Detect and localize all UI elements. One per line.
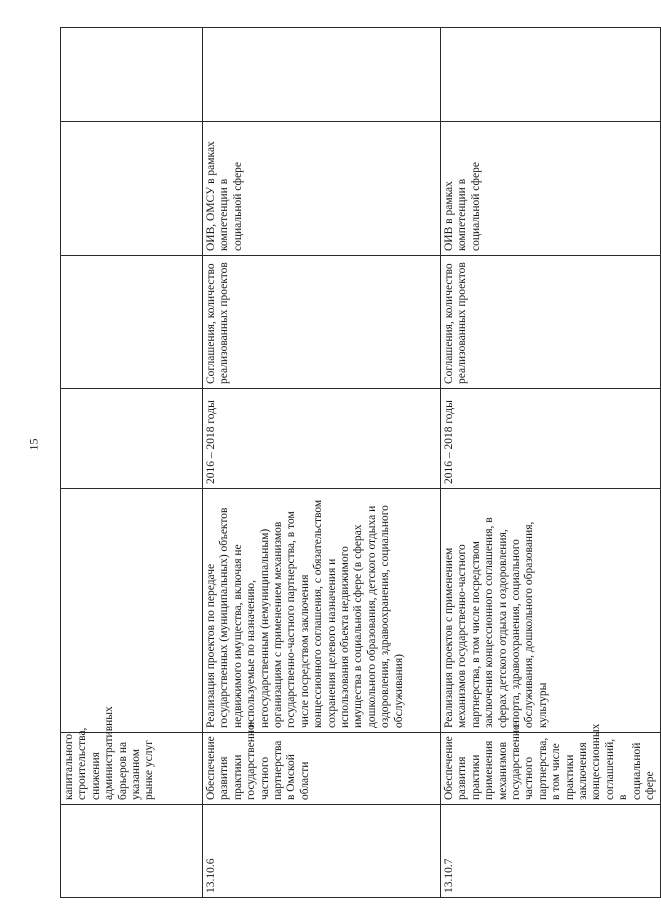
measures-table <box>60 27 661 898</box>
table-row <box>61 28 203 898</box>
measure-description <box>61 489 203 733</box>
row-number: 13.10.6 <box>203 805 441 898</box>
empty-cell <box>441 28 661 122</box>
result: Соглашения, количество реализованных проектов <box>203 256 441 389</box>
empty-cell <box>203 28 441 122</box>
task-name: капитального строительства, снижения административных барьеров на указанном рынке услуг <box>61 733 203 805</box>
responsible: ОИВ в рамках компетенции в социальной сфере <box>441 122 661 256</box>
row-number <box>61 805 203 898</box>
result <box>61 256 203 389</box>
term <box>61 389 203 489</box>
term: 2016 – 2018 годы <box>203 389 441 489</box>
task-name: Обеспечение развития практики государственно-частного партнерства в Омской области <box>203 733 441 805</box>
row-number: 13.10.7 <box>441 805 661 898</box>
table-row <box>203 28 441 898</box>
result: Соглашения, количество реализованных проектов <box>441 256 661 389</box>
responsible <box>61 122 203 256</box>
table-wrapper <box>60 28 657 898</box>
responsible: ОИВ, ОМСУ в рамках компетенции в социальной сфере <box>203 122 441 256</box>
measure-description: Реализация проектов по передаче государственных (муниципальных) объектов недвижимого имущества, включая не используемые по назначению, негосударственным (немуниципальным) организациям с применением механизмов государственно-частного партнерства, в том числе посредством заключения концессионного соглашения, с обязательством сохранения целевого назначения и использования объекта недвижимого имущества в социальной сфере (в сферах дошкольного образования, детского отдыха и оздоровления, здравоохранения, социального обслуживания) <box>203 489 441 733</box>
page-number: 15 <box>26 438 41 451</box>
measure-description: Реализация проектов с применением механизмов государственно-частного партнерства, в том числе посредством заключения концессионного соглашения, в сферах детского отдыха и оздоровления, спорта, здравоохранения, социального обслуживания, дошкольного образования, культуры <box>441 489 661 733</box>
term: 2016 – 2018 годы <box>441 389 661 489</box>
table-row <box>441 28 661 898</box>
task-name: Обеспечение развития практики применения механизмов государственно-частного партнерства, в том числе практики заключения концессионных соглашений, в социальной сфере <box>441 733 661 805</box>
empty-cell <box>61 28 203 122</box>
